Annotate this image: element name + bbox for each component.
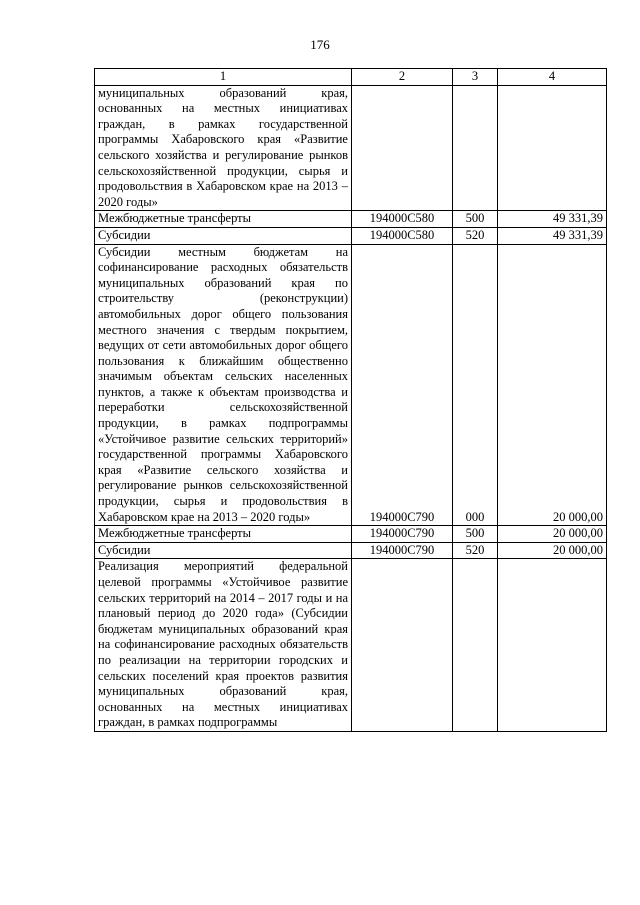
row-target-code: 194000С580	[352, 227, 453, 244]
row-amount	[498, 85, 607, 211]
header-col-1: 1	[95, 69, 352, 86]
page-number: 176	[310, 37, 330, 52]
row-expense-type: 500	[453, 526, 498, 543]
row-target-code: 194000С790	[352, 542, 453, 559]
row-expense-type	[453, 85, 498, 211]
table-row	[95, 244, 607, 526]
row-amount: 20 000,00	[498, 244, 607, 526]
table-header-row	[95, 69, 607, 86]
row-description: муниципальных образований края, основанных на местных инициативах граждан, в рамках государственной программы Хабаровского края «Развитие сельского хозяйства и регулирование рынков сельскохозяйственной продукции, сырья и продовольствия в Хабаровском крае на 2013 – 2020 годы»	[95, 85, 352, 211]
row-description: Субсидии	[95, 227, 352, 244]
row-target-code: 194000С580	[352, 211, 453, 228]
row-expense-type	[453, 559, 498, 732]
table-row	[95, 559, 607, 732]
row-expense-type: 520	[453, 542, 498, 559]
row-amount: 49 331,39	[498, 227, 607, 244]
row-expense-type: 000	[453, 244, 498, 526]
row-target-code	[352, 559, 453, 732]
table-row	[95, 526, 607, 543]
row-target-code: 194000С790	[352, 244, 453, 526]
row-amount: 20 000,00	[498, 542, 607, 559]
table-row	[95, 227, 607, 244]
header-col-2: 2	[352, 69, 453, 86]
row-expense-type: 520	[453, 227, 498, 244]
budget-table	[94, 68, 607, 732]
table-row	[95, 542, 607, 559]
table-row	[95, 85, 607, 211]
row-target-code: 194000С790	[352, 526, 453, 543]
row-amount: 49 331,39	[498, 211, 607, 228]
row-description: Субсидии	[95, 542, 352, 559]
row-amount: 20 000,00	[498, 526, 607, 543]
row-description: Реализация мероприятий федеральной целевой программы «Устойчивое развитие сельских территорий на 2014 – 2017 годы и на плановый период до 2020 года» (Субсидии бюджетам муниципальных образований края на софинансирование расходных обязательств по реализации на территории городских и сельских поселений края проектов развития муниципальных образований края, основанных на местных инициативах граждан, в рамках подпрограммы	[95, 559, 352, 732]
table-row	[95, 211, 607, 228]
row-description: Межбюджетные трансферты	[95, 211, 352, 228]
header-col-3: 3	[453, 69, 498, 86]
row-target-code	[352, 85, 453, 211]
row-description: Межбюджетные трансферты	[95, 526, 352, 543]
header-col-4: 4	[498, 69, 607, 86]
row-amount	[498, 559, 607, 732]
row-expense-type: 500	[453, 211, 498, 228]
row-description: Субсидии местным бюджетам на софинансирование расходных обязательств муниципальных образований края по строительству (реконструкции) автомобильных дорог общего пользования местного значения с твердым покрытием, ведущих от сети автомобильных дорог общего пользования к ближайшим общественно значимым объектам сельских населенных пунктов, а также к объектам производства и переработки сельскохозяйственной продукции, в рамках подпрограммы «Устойчивое развитие сельских территорий» государственной программы Хабаровского края «Развитие сельского хозяйства и регулирование рынков сельскохозяйственной продукции, сырья и продовольствия в Хабаровском крае на 2013 – 2020 годы»	[95, 244, 352, 526]
